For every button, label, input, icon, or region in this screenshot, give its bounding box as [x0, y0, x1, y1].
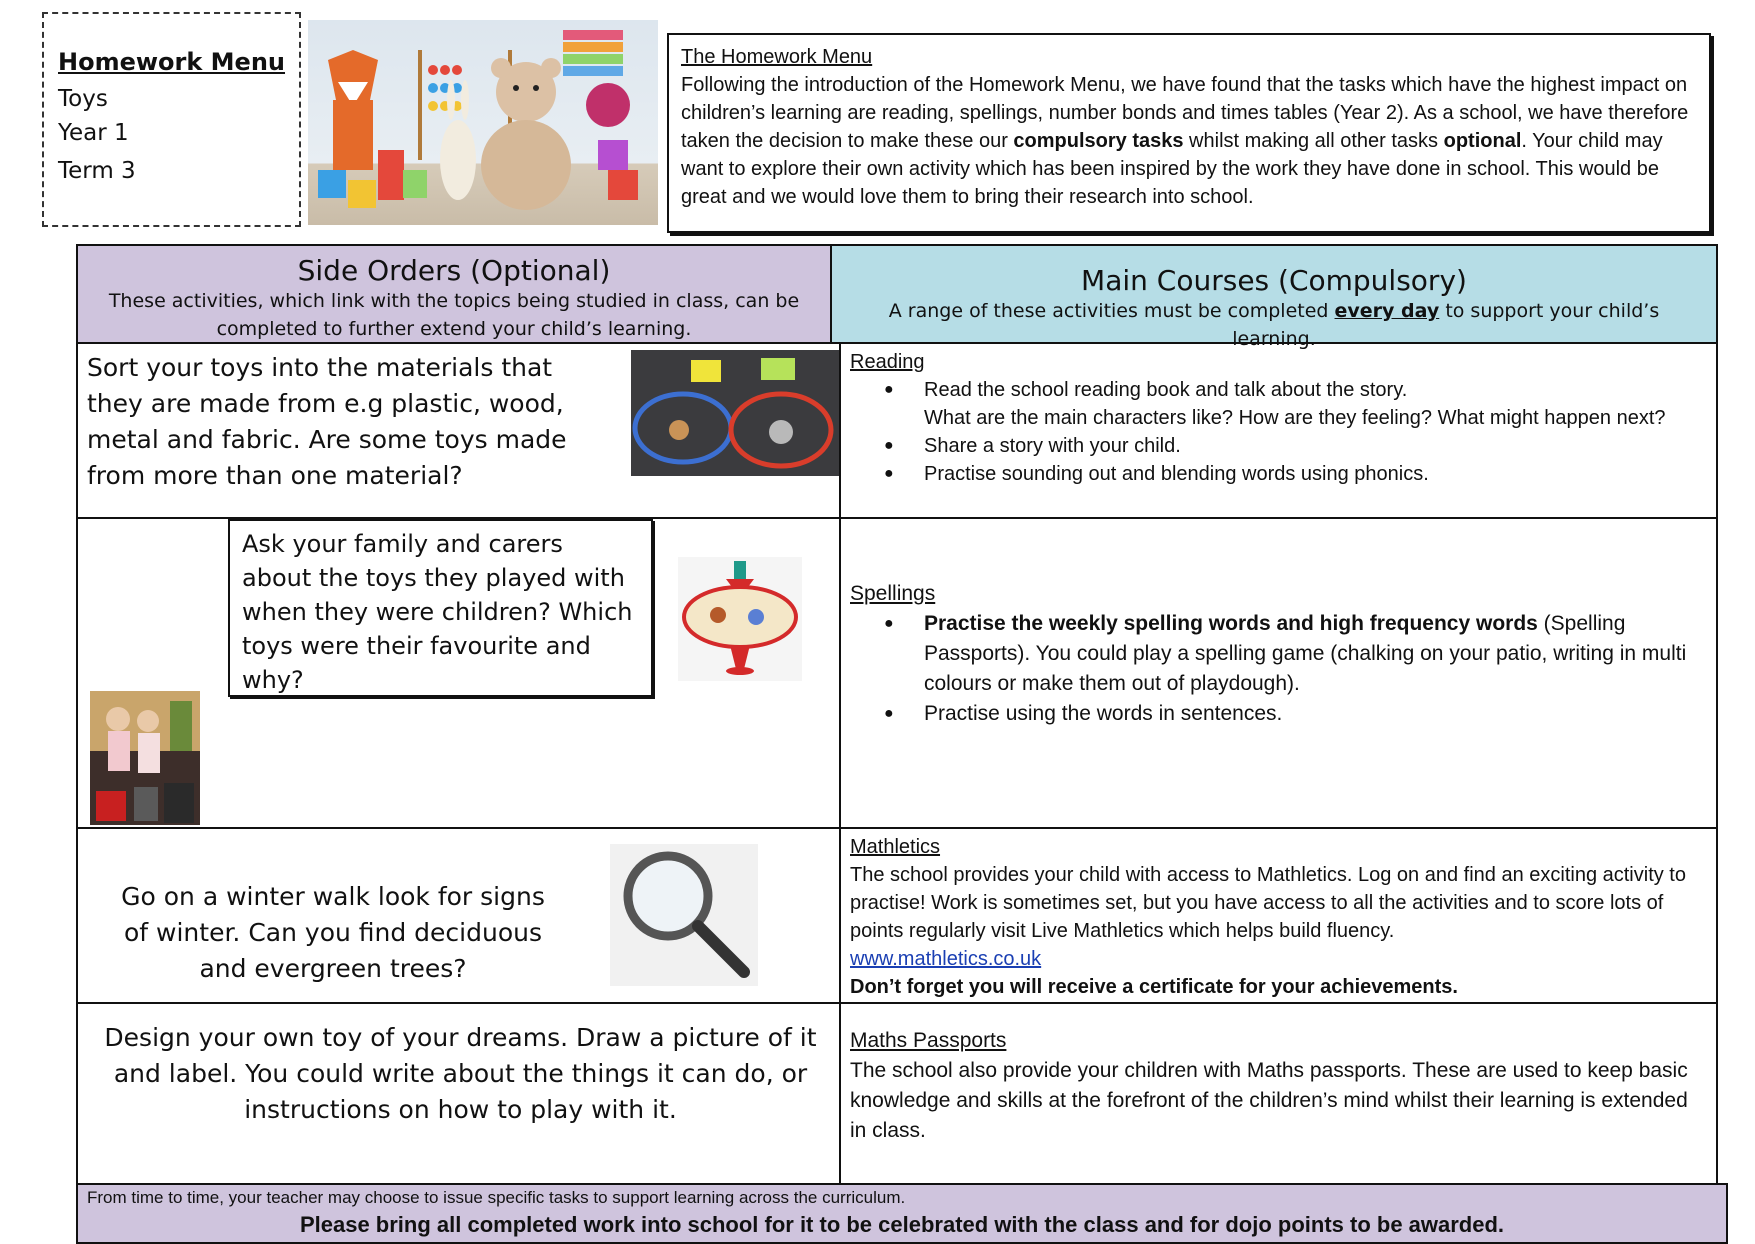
title-box — [42, 12, 301, 227]
side-orders-title: Side Orders (Optional) — [297, 254, 611, 287]
list-item — [924, 609, 1707, 699]
spellings-item-bold: Practise the weekly spelling words and high frequency words — [924, 612, 1538, 635]
list-item: ● Practise using the words in sentences. — [924, 699, 1707, 729]
main-courses-header — [830, 244, 1718, 350]
menu-heading: Homework Menu — [58, 48, 286, 76]
maths-passports-text: The school also provide your children with Maths passports. These are used to keep basic knowledge and skills at the forefront of the children’s mind whilst their learning is extended in class. — [850, 1059, 1688, 1142]
side-orders-subtitle: These activities, which link with the topics being studied in class, can be completed to further extend your child’s learning. — [108, 290, 800, 340]
main-courses-title: Main Courses (Compulsory) — [1081, 264, 1467, 297]
spellings-list — [850, 609, 1707, 729]
list-item: ● Practise sounding out and blending words using phonics. — [924, 460, 1707, 488]
spinning-top-icon — [678, 557, 802, 681]
intro-text-part: . Your child may want to explore their own activity which has been inspired by the work they have done in school. This would be great and we would love them to bring their research into school. — [681, 130, 1663, 208]
menu-grid — [76, 244, 1718, 1244]
intro-heading: The Homework Menu — [681, 46, 873, 68]
mathletics-text: The school provides your child with access to Mathletics. Log on and find an exciting activity to practise! Work is sometimes set, but you have access to all the activities and to score lots of points regularly visit Live Mathletics which helps build fluency. — [850, 864, 1686, 942]
question-box — [228, 519, 653, 697]
maths-passports-cell — [839, 1002, 1718, 1185]
term-label: Term 3 — [58, 158, 136, 184]
intro-text-part: Following the introduction of the Homework Menu, we have found that the tasks which have the highest impact on children’s learning are reading, spellings, number bonds and times tables (Year 2). As a school, we have therefore taken the decision to make these our — [681, 74, 1689, 152]
task-materials-text: Sort your toys into the materials that they are made from e.g plastic, wood, metal and fabric. Are some toys made from more than one material? — [87, 353, 567, 490]
footer-banner — [76, 1183, 1728, 1244]
intro-bold-compulsory: compulsory tasks — [1013, 130, 1184, 152]
side-orders-header — [76, 244, 832, 344]
old-toys-photo-icon — [90, 691, 200, 825]
task-family-text: Ask your family and carers about the toys they played with when they were children? Which toys were their favourite and why? — [242, 530, 633, 694]
side-order-materials — [76, 342, 841, 519]
subtitle-every-day: every day — [1334, 300, 1440, 322]
list-item — [924, 376, 1707, 432]
mathletics-heading: Mathletics — [850, 836, 941, 858]
intro-text-part: whilst making all other tasks — [1183, 130, 1444, 152]
materials-hoops-photo-icon — [631, 350, 839, 476]
footer-callout: Please bring all completed work into school for it to be celebrated with the class and for dojo points to be awarded. — [299, 1212, 1505, 1237]
subtitle-text: A range of these activities must be completed — [888, 300, 1335, 322]
magnifying-glass-icon — [610, 844, 758, 986]
reading-cell — [839, 342, 1718, 519]
mathletics-cell — [839, 827, 1718, 1004]
task-winter-text: Go on a winter walk look for signs of winter. Can you find deciduous and evergreen trees? — [121, 882, 545, 983]
reading-heading: Reading — [850, 351, 925, 373]
mathletics-link[interactable]: www.mathletics.co.uk — [850, 948, 1042, 970]
spellings-cell — [839, 517, 1718, 829]
intro-box — [667, 33, 1711, 233]
intro-bold-optional: optional — [1443, 130, 1522, 152]
side-order-winter-walk — [76, 827, 841, 1004]
reading-item-text: Read the school reading book and talk about the story. — [924, 379, 1408, 401]
subtitle-text: to support your child’s learning. — [1232, 300, 1660, 350]
maths-passports-heading: Maths Passports — [850, 1029, 1007, 1052]
task-design-text: Design your own toy of your dreams. Draw a picture of it and label. You could write about the things it can do, or instructions on how to play with it. — [104, 1023, 817, 1124]
topic-label: Toys — [58, 86, 108, 112]
side-order-family-toys — [76, 517, 841, 829]
spellings-item-text: (Spelling Passports). You could play a spelling game (chalking on your patio, writing in multi colours or make them out of playdough). — [924, 612, 1687, 695]
footer-note: From time to time, your teacher may choose to issue specific tasks to support learning across the curriculum. — [87, 1188, 906, 1207]
toys-photo-icon — [308, 20, 658, 225]
mathletics-note: Don’t forget you will receive a certificate for your achievements. — [850, 976, 1458, 998]
intro-text — [681, 71, 1697, 211]
list-item: ● Share a story with your child. — [924, 432, 1707, 460]
reading-list — [850, 376, 1707, 488]
year-label: Year 1 — [58, 120, 129, 146]
side-order-design-toy — [76, 1002, 841, 1185]
reading-item-text: What are the main characters like? How are they feeling? What might happen next? — [924, 407, 1666, 429]
spellings-heading: Spellings — [850, 582, 936, 605]
